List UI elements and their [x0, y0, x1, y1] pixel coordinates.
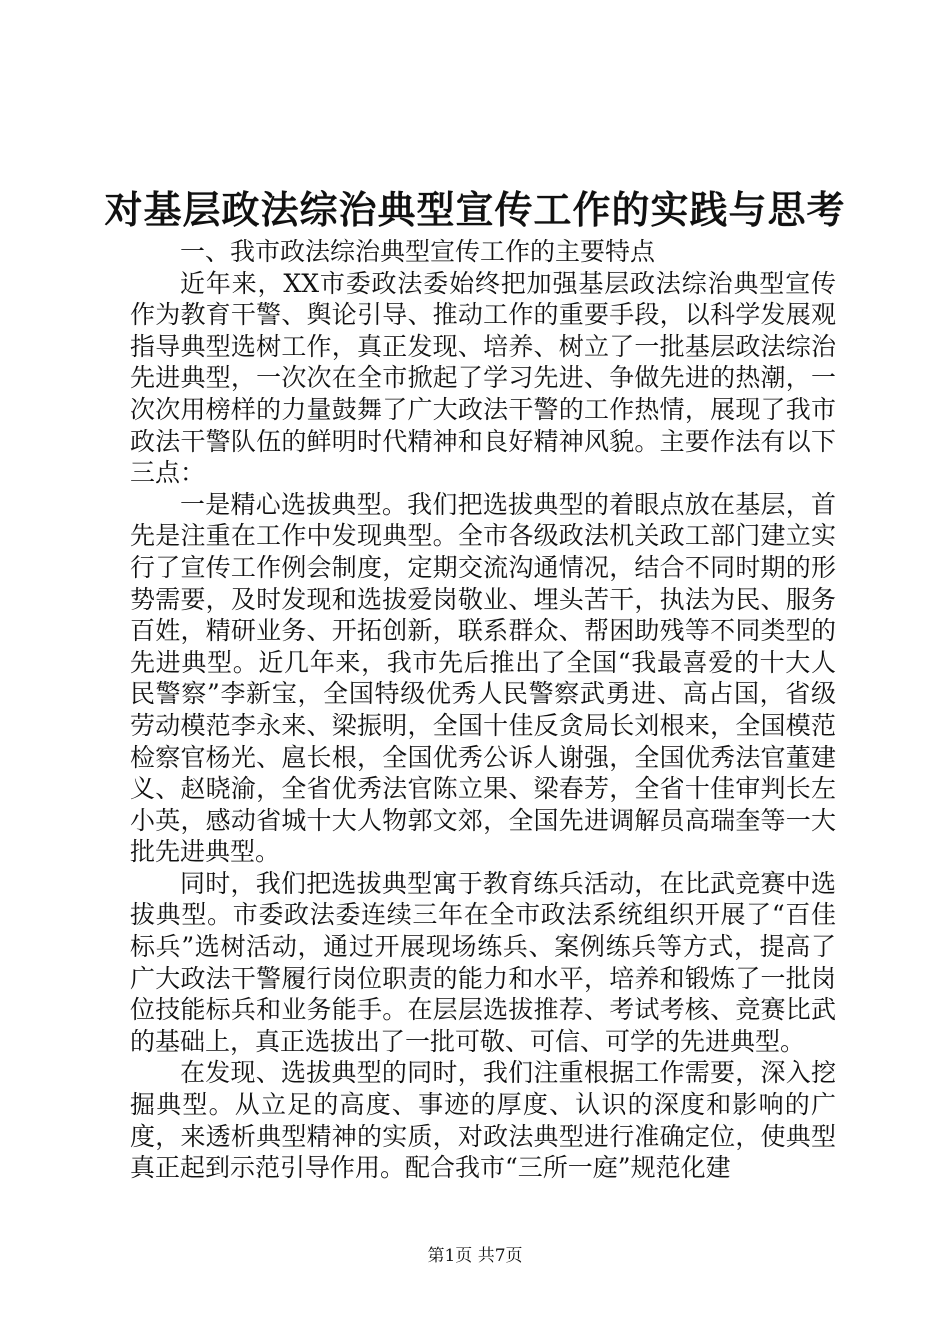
- paragraph-training-competition: 同时，我们把选拔典型寓于教育练兵活动，在比武竞赛中选拔典型。市委政法委连续三年在全市政法系统组织开展了“百佳标兵”选树活动，通过开展现场练兵、案例练兵等方式，提高了广大政法干警履行岗位职责的能力和水平，培养和锻炼了一批岗位技能标兵和业务能手。在层层选拔推荐、考试考核、竞赛比武的基础上，真正选拔出了一批可敬、可信、可学的先进典型。: [130, 868, 836, 1056]
- paragraph-intro: 近年来，XX市委政法委始终把加强基层政法综治典型宣传作为教育干警、舆论引导、推动工作的重要手段，以科学发展观指导典型选树工作，真正发现、培养、树立了一批基层政法综治先进典型，一次次在全市掀起了学习先进、争做先进的热潮，一次次用榜样的力量鼓舞了广大政法干警的工作热情，展现了我市政法干警队伍的鲜明时代精神和良好精神风貌。主要作法有以下三点：: [130, 268, 836, 488]
- paragraph-select-models: 一是精心选拔典型。我们把选拔典型的着眼点放在基层，首先是注重在工作中发现典型。全市各级政法机关政工部门建立实行了宣传工作例会制度，定期交流沟通情况，结合不同时期的形势需要，及时发现和选拔爱岗敬业、埋头苦干，执法为民、服务百姓，精研业务、开拓创新，联系群众、帮困助残等不同类型的先进典型。近几年来，我市先后推出了全国“我最喜爱的十大人民警察”李新宝，全国特级优秀人民警察武勇进、高占国，省级劳动模范李永来、梁振明，全国十佳反贪局长刘根来，全国模范检察官杨光、扈长根，全国优秀公诉人谢强，全国优秀法官董建义、赵晓渝，全省优秀法官陈立果、梁春芳，全省十佳审判长左小英，感动省城十大人物郭文郊，全国先进调解员高瑞奎等一大批先进典型。: [130, 489, 836, 867]
- page-indicator: 第1页 共7页: [427, 1246, 523, 1266]
- section-heading: 一、我市政法综治典型宣传工作的主要特点: [180, 237, 656, 266]
- document-body: [130, 236, 836, 1184]
- document-title: 对基层政法综治典型宣传工作的实践与思考: [104, 187, 846, 232]
- paragraph-dig-models: 在发现、选拔典型的同时，我们注重根据工作需要，深入挖掘典型。从立足的高度、事迹的厚度、认识的深度和影响的广度，来透析典型精神的实质，对政法典型进行准确定位，使典型真正起到示范引导作用。配合我市“三所一庭”规范化建: [130, 1058, 836, 1183]
